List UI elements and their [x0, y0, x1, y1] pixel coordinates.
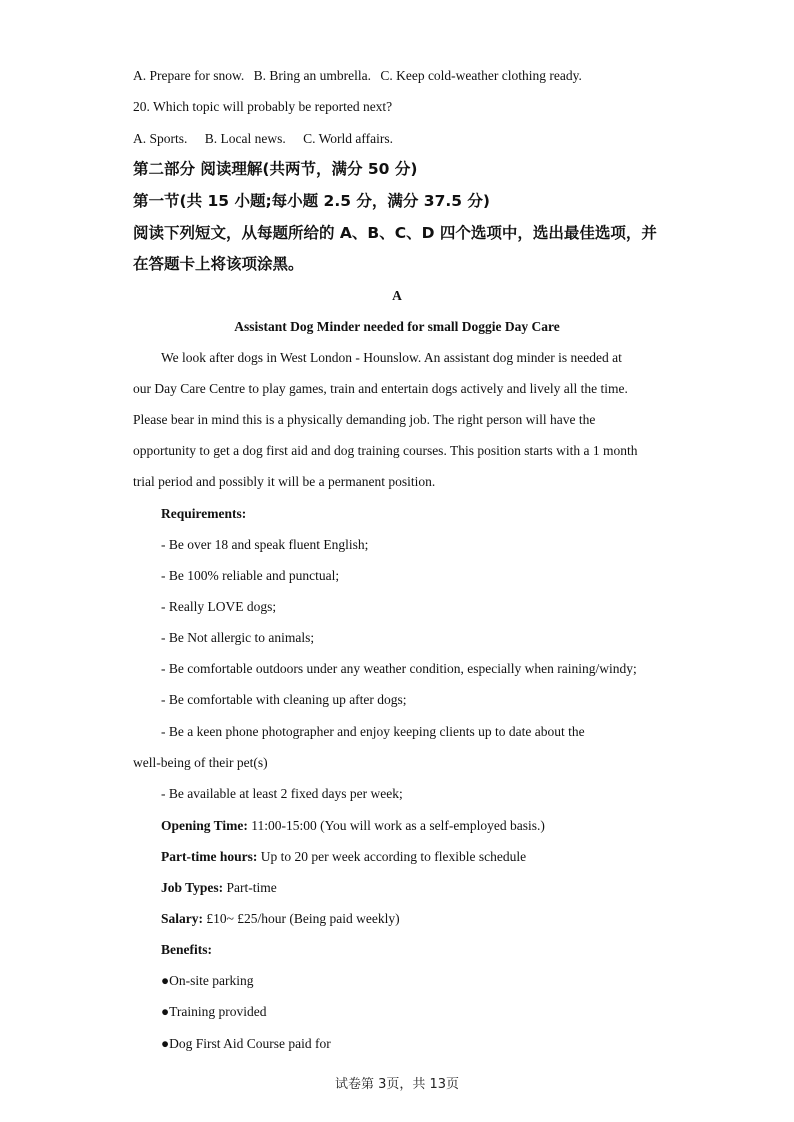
detail-value: Part-time	[223, 880, 277, 895]
intro-line: We look after dogs in West London - Hounslow. An assistant dog minder is needed at	[161, 350, 622, 365]
requirement-item: - Be available at least 2 fixed days per week;	[161, 786, 403, 801]
q20-option-a: A. Sports.	[133, 131, 188, 146]
page-footer: 试卷第 3页，共 13页	[334, 1077, 460, 1092]
q19-option-c: C. Keep cold-weather clothing ready.	[380, 68, 582, 83]
q20-option-b: B. Local news.	[204, 131, 286, 146]
q19-options	[133, 67, 582, 85]
benefit-item: ●On-site parking	[161, 973, 254, 988]
benefit-item: ●Dog First Aid Course paid for	[161, 1036, 331, 1051]
q20-option-c: C. World affairs.	[303, 131, 394, 146]
intro-line: trial period and possibly it will be a permanent position.	[133, 474, 436, 489]
requirement-item: - Be a keen phone photographer and enjoy keeping clients up to date about the	[161, 724, 585, 739]
passage-title: Assistant Dog Minder needed for small Doggie Day Care	[234, 319, 560, 334]
q19-option-a: A. Prepare for snow.	[133, 68, 245, 83]
q19-option-b: B. Bring an umbrella.	[253, 68, 371, 83]
detail-label: Salary:	[161, 911, 203, 926]
passage-letter: A	[392, 288, 402, 303]
requirement-item: - Be comfortable outdoors under any weather condition, especially when raining/windy;	[161, 661, 637, 676]
part2-heading: 第二部分 阅读理解(共两节，满分 50 分)	[133, 160, 418, 178]
detail-opening-time	[161, 817, 545, 835]
instruction-line-1: 阅读下列短文，从每题所给的 A、B、C、D 四个选项中，选出最佳选项，并	[133, 224, 657, 242]
requirement-item: - Be Not allergic to animals;	[161, 630, 315, 645]
detail-value: Up to 20 per week according to flexible schedule	[257, 849, 527, 864]
requirement-item: - Be 100% reliable and punctual;	[161, 568, 340, 583]
intro-line: our Day Care Centre to play games, train and entertain dogs actively and lively all the time.	[133, 381, 628, 396]
benefits-heading: Benefits:	[161, 942, 212, 957]
intro-line: Please bear in mind this is a physically demanding job. The right person will have the	[133, 412, 596, 427]
requirement-item: - Be over 18 and speak fluent English;	[161, 537, 369, 552]
q20-question: 20. Which topic will probably be reported next?	[133, 99, 393, 114]
detail-salary	[161, 910, 400, 928]
detail-part-time-hours	[161, 848, 526, 866]
detail-value: £10~ £25/hour (Being paid weekly)	[203, 911, 400, 926]
requirement-wrap: well-being of their pet(s)	[133, 755, 268, 770]
requirements-heading: Requirements:	[161, 506, 247, 521]
detail-job-types	[161, 879, 277, 897]
intro-line: opportunity to get a dog first aid and dog training courses. This position starts with a 1 month	[133, 443, 638, 458]
q20-options	[133, 130, 393, 148]
detail-label: Job Types:	[161, 880, 224, 895]
section1-heading: 第一节(共 15 小题;每小题 2.5 分，满分 37.5 分)	[133, 192, 491, 210]
requirement-item: - Be comfortable with cleaning up after dogs;	[161, 692, 407, 707]
detail-value: 11:00-15:00 (You will work as a self-employed basis.)	[247, 818, 545, 833]
instruction-line-2: 在答题卡上将该项涂黑。	[133, 255, 304, 273]
requirement-item: - Really LOVE dogs;	[161, 599, 277, 614]
detail-label: Part-time hours:	[161, 849, 258, 864]
detail-label: Opening Time:	[161, 818, 248, 833]
benefit-item: ●Training provided	[161, 1004, 267, 1019]
